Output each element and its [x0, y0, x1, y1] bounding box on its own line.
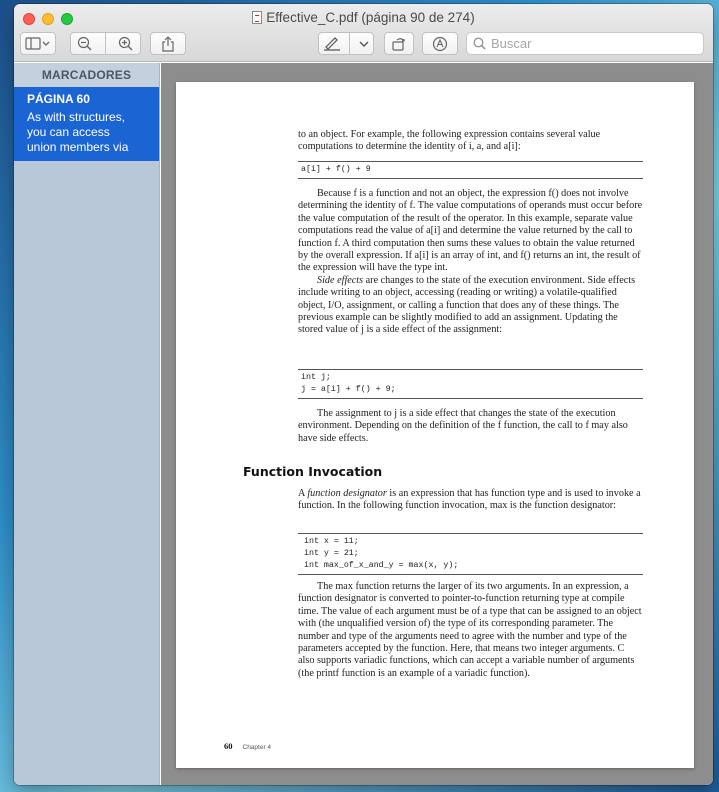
search-input[interactable]: [491, 36, 691, 51]
chevron-down-icon[interactable]: [359, 40, 369, 48]
paragraph-2: Because f is a function and not an object, the expression f() does not involve determining the identity of f. The value computations of operands must occur before the value computation of the result of the operator. In this example, separate value computations read the value of a[i] and determine the value returned by the call to function f. A third computation then sums these values to obtain the value returned by the overall expression. If a[i] is an array of int, and f() returns an int, the result of the expression will have the type int. Side effects are changes to the state of the execution environment. Side effects include writing to an object, accessing (reading or writing) a volatile-qualified object, I/O, assignment, or calling a function that does any of these things. The previous example can be slightly modified to add an assignment. Updating the stored value of j is a side effect of the assignment:: [298, 188, 643, 336]
rotate-icon: [391, 36, 407, 52]
paragraph-5: A function designator is an expression that has function type and is used to invoke a function. In the following function invocation, max is the function designator:: [298, 488, 641, 512]
zoom-out-icon[interactable]: [77, 36, 93, 52]
window-title: Effective_C.pdf (página 90 de 274): [14, 10, 713, 25]
search-field[interactable]: [466, 32, 704, 55]
section-heading: Function Invocation: [243, 464, 383, 479]
code-block-3: int x = 11; int y = 21; int max_of_x_and_y = max(x, y);: [298, 533, 643, 575]
chapter-label: Chapter 4: [242, 744, 272, 751]
code-block-1: a[i] + f() + 9: [298, 161, 643, 179]
annotate-button[interactable]: [422, 32, 458, 55]
share-button[interactable]: [150, 32, 186, 55]
page-folio: [224, 736, 271, 754]
preview-window: [14, 4, 713, 785]
segment-divider: [105, 32, 106, 55]
pdf-page: [176, 82, 694, 768]
paragraph-1: to an object. For example, the following expression contains several value computations to determine the identity of i, a, and a[i]:: [298, 129, 601, 153]
sidebar-header: MARCADORES: [14, 63, 159, 87]
document-view[interactable]: [161, 63, 713, 785]
sidebar: [14, 63, 160, 785]
title-bar: [14, 4, 713, 62]
pdf-document-icon: [252, 11, 262, 24]
markup-pen-icon[interactable]: [323, 37, 341, 51]
paragraph-4: The assignment to j is a side effect that changes the state of the execution environment. Depending on the definition of the f function, the call to f may also have side effects.: [298, 408, 628, 444]
bookmark-item[interactable]: [14, 87, 159, 161]
zoom-segment: [70, 32, 141, 55]
rotate-button[interactable]: [384, 32, 414, 55]
page-number: 60: [224, 741, 233, 751]
sidebar-toggle-button[interactable]: [20, 32, 56, 55]
zoom-in-icon[interactable]: [118, 36, 134, 52]
bookmark-text: As with structures, you can access union members via: [27, 110, 129, 154]
share-icon: [161, 36, 175, 52]
code-block-2: int j; j = a[i] + f() + 9;: [298, 369, 643, 399]
search-icon: [473, 37, 486, 50]
annotate-circle-icon: [432, 36, 448, 52]
bookmark-page-label: PÁGINA 60: [27, 92, 90, 106]
sidebar-icon: [25, 37, 51, 51]
paragraph-3: Side effects are changes to the state of the execution environment. Side effects include writing to an object, accessing (reading or writing) a volatile-qualified object, I/O, assignment, or calling a function that does any of these things. The previous example can be slightly modified to add an assignment. Updating the stored value of j is a side effect of the assignment:: [298, 274, 636, 336]
paragraph-6: The max function returns the larger of its two arguments. In an expression, a function designator is converted to pointer-to-function returning type at compile time. The value of each argument must be of a type that can be assigned to an object with (the unqualified version of) the type of its corresponding parameter. The number and type of the arguments need to agree with the number and type of the parameters accepted by the function. Here, that means two integer arguments. C also supports variadic functions, which can accept a variable number of arguments (the printf function is an example of a variadic function).: [298, 581, 642, 679]
segment-divider: [349, 32, 350, 55]
markup-segment: [318, 32, 374, 55]
